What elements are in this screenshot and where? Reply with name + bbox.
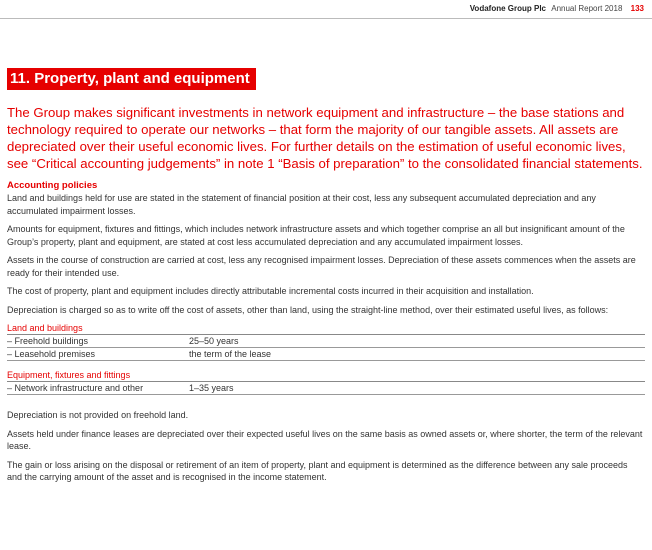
- useful-life: 25–50 years: [189, 336, 239, 346]
- policy-paragraph-depreciation: Depreciation is charged so as to write off the cost of assets, other than land, using the straight-line method, over their estimated useful lives, as follows:: [7, 304, 609, 315]
- table-row: [7, 335, 645, 348]
- useful-lives-land-buildings: [7, 322, 645, 361]
- useful-lives-equipment: [7, 369, 645, 395]
- group-title-land: Land and buildings: [7, 322, 645, 335]
- policy-paragraph-construction: Assets in the course of construction are carried at cost, less any recognised impairment losses. Depreciation of these assets commences when the assets are ready for their intended use.: [7, 255, 636, 278]
- useful-life: the term of the lease: [189, 349, 272, 359]
- asset-category: – Network infrastructure and other: [7, 383, 144, 393]
- policy-paragraph-finance-leases: Assets held under finance leases are depreciated over their expected useful lives on the same basis as owned assets or, where shorter, the term of the relevant lease.: [7, 428, 643, 451]
- section-title: 11. Property, plant and equipment: [7, 68, 256, 90]
- header-divider: [0, 18, 652, 19]
- policy-paragraph-cost: The cost of property, plant and equipment includes directly attributable incremental costs incurred in their acquisition and installation.: [7, 286, 534, 296]
- company-name: Vodafone Group Plc: [469, 4, 546, 13]
- policy-paragraph-disposal: The gain or loss arising on the disposal or retirement of an item of property, plant and equipment is determined as the difference between any sale proceeds and the carrying amount of the asset and is recognised in the income statement.: [7, 459, 628, 482]
- useful-life: 1–35 years: [189, 383, 234, 393]
- report-name: Annual Report 2018: [551, 4, 623, 13]
- table-row: [7, 382, 645, 395]
- accounting-policies-heading: Accounting policies: [7, 180, 98, 191]
- page-number: 133: [630, 4, 644, 13]
- note-body: [7, 180, 645, 490]
- policy-paragraph-land: Land and buildings held for use are stated in the statement of financial position at their cost, less any subsequent accumulated depreciation and any accumulated impairment losses.: [7, 193, 596, 216]
- page-header: [470, 4, 644, 13]
- section-intro: The Group makes significant investments in network equipment and infrastructure – the base stations and technology required to operate our networks – that form the majority of our tangible assets. All assets are depreciated over their useful economic lives. For further details on the estimation of useful economic lives, see “Critical accounting judgements” in note 1 “Basis of preparation” to the consolidated financial statements.: [7, 105, 643, 171]
- policy-paragraph-equipment: Amounts for equipment, fixtures and fittings, which includes network infrastructure assets and which together comprise an all but insignificant amount of the Group’s property, plant and equipment, are stated at cost less accumulated depreciation and any accumulated impairment losses.: [7, 224, 625, 247]
- asset-category: – Leasehold premises: [7, 349, 96, 359]
- asset-category: – Freehold buildings: [7, 336, 89, 346]
- policy-paragraph-freehold-land: Depreciation is not provided on freehold land.: [7, 410, 189, 420]
- group-title-equipment: Equipment, fixtures and fittings: [7, 369, 645, 382]
- table-row: [7, 348, 645, 361]
